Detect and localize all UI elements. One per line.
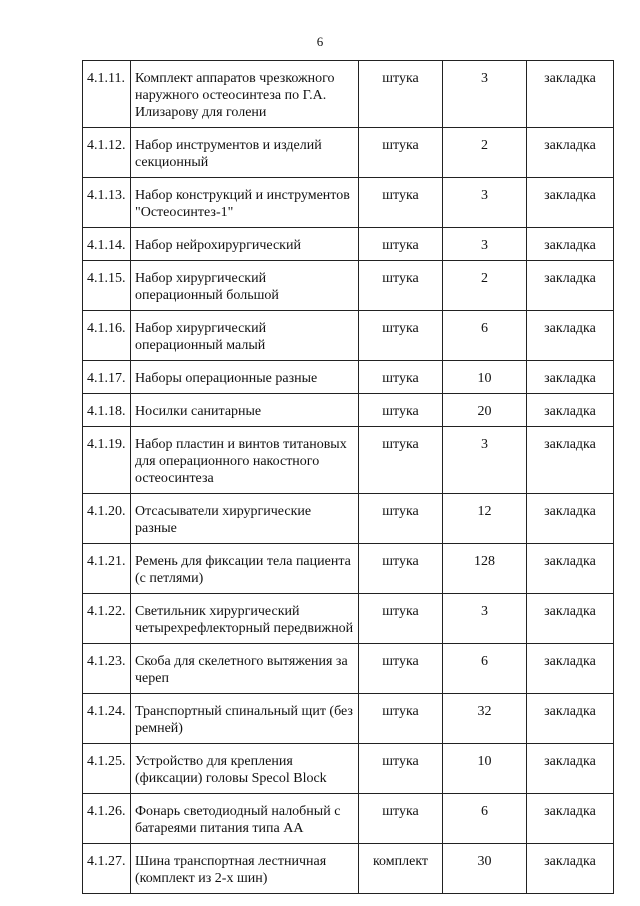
item-name: Набор нейрохирургический [131, 228, 359, 261]
item-name: Светильник хирургический четырехрефлекторный передвижной [131, 594, 359, 644]
item-quantity: 6 [443, 794, 527, 844]
item-source: закладка [527, 394, 614, 427]
item-source: закладка [527, 644, 614, 694]
item-name: Набор хирургический операционный малый [131, 311, 359, 361]
item-name: Транспортный спинальный щит (без ремней) [131, 694, 359, 744]
item-quantity: 20 [443, 394, 527, 427]
table-row [83, 694, 614, 744]
item-quantity: 6 [443, 311, 527, 361]
item-unit: штука [359, 644, 443, 694]
item-name: Скоба для скелетного вытяжения за череп [131, 644, 359, 694]
item-number: 4.1.27. [83, 844, 131, 894]
table-row [83, 61, 614, 128]
item-name: Устройство для крепления (фиксации) головы Specol Block [131, 744, 359, 794]
item-unit: штука [359, 178, 443, 228]
item-quantity: 2 [443, 261, 527, 311]
item-source: закладка [527, 744, 614, 794]
item-name: Шина транспортная лестничная (комплект из 2-х шин) [131, 844, 359, 894]
item-source: закладка [527, 128, 614, 178]
item-source: закладка [527, 544, 614, 594]
item-unit: штука [359, 544, 443, 594]
item-number: 4.1.18. [83, 394, 131, 427]
item-unit: штука [359, 744, 443, 794]
item-name: Носилки санитарные [131, 394, 359, 427]
item-unit: штука [359, 694, 443, 744]
item-number: 4.1.20. [83, 494, 131, 544]
item-source: закладка [527, 844, 614, 894]
item-name: Наборы операционные разные [131, 361, 359, 394]
item-unit: штука [359, 394, 443, 427]
item-name: Набор инструментов и изделий секционный [131, 128, 359, 178]
item-name: Отсасыватели хирургические разные [131, 494, 359, 544]
item-name: Ремень для фиксации тела пациента (с петлями) [131, 544, 359, 594]
page-number: 6 [316, 34, 324, 49]
item-quantity: 3 [443, 594, 527, 644]
item-number: 4.1.14. [83, 228, 131, 261]
item-unit: штука [359, 494, 443, 544]
item-name: Набор хирургический операционный большой [131, 261, 359, 311]
equipment-table [82, 60, 614, 894]
item-quantity: 10 [443, 744, 527, 794]
item-quantity: 2 [443, 128, 527, 178]
item-unit: штука [359, 594, 443, 644]
table-row [83, 844, 614, 894]
table-row [83, 427, 614, 494]
item-unit: штука [359, 361, 443, 394]
item-number: 4.1.17. [83, 361, 131, 394]
item-source: закладка [527, 427, 614, 494]
table-row [83, 311, 614, 361]
item-source: закладка [527, 61, 614, 128]
item-number: 4.1.23. [83, 644, 131, 694]
table-row [83, 594, 614, 644]
item-quantity: 32 [443, 694, 527, 744]
table-row [83, 128, 614, 178]
table-row [83, 494, 614, 544]
item-quantity: 30 [443, 844, 527, 894]
item-name: Фонарь светодиодный налобный с батареями питания типа АА [131, 794, 359, 844]
equipment-table-body [83, 61, 614, 894]
item-source: закладка [527, 178, 614, 228]
table-row [83, 228, 614, 261]
item-name: Комплект аппаратов чрезкожного наружного остеосинтеза по Г.А. Илизарову для голени [131, 61, 359, 128]
item-unit: штука [359, 794, 443, 844]
item-unit: штука [359, 128, 443, 178]
item-unit: штука [359, 228, 443, 261]
table-row [83, 744, 614, 794]
item-number: 4.1.15. [83, 261, 131, 311]
item-name: Набор пластин и винтов титановых для операционного накостного остеосинтеза [131, 427, 359, 494]
table-row [83, 794, 614, 844]
item-source: закладка [527, 694, 614, 744]
table-row [83, 178, 614, 228]
table-row [83, 394, 614, 427]
item-quantity: 3 [443, 228, 527, 261]
item-quantity: 6 [443, 644, 527, 694]
item-unit: штука [359, 311, 443, 361]
item-number: 4.1.13. [83, 178, 131, 228]
item-unit: штука [359, 427, 443, 494]
item-source: закладка [527, 494, 614, 544]
item-number: 4.1.19. [83, 427, 131, 494]
item-number: 4.1.12. [83, 128, 131, 178]
item-number: 4.1.24. [83, 694, 131, 744]
item-number: 4.1.26. [83, 794, 131, 844]
item-quantity: 3 [443, 178, 527, 228]
item-source: закладка [527, 361, 614, 394]
item-name: Набор конструкций и инструментов "Остеосинтез-1" [131, 178, 359, 228]
table-row [83, 261, 614, 311]
table-row [83, 644, 614, 694]
item-quantity: 10 [443, 361, 527, 394]
item-number: 4.1.21. [83, 544, 131, 594]
item-unit: штука [359, 261, 443, 311]
item-source: закладка [527, 261, 614, 311]
item-source: закладка [527, 594, 614, 644]
table-row [83, 544, 614, 594]
item-quantity: 12 [443, 494, 527, 544]
item-number: 4.1.11. [83, 61, 131, 128]
item-source: закладка [527, 311, 614, 361]
item-unit: комплект [359, 844, 443, 894]
item-quantity: 3 [443, 61, 527, 128]
item-source: закладка [527, 794, 614, 844]
item-number: 4.1.25. [83, 744, 131, 794]
table-row [83, 361, 614, 394]
item-quantity: 3 [443, 427, 527, 494]
item-source: закладка [527, 228, 614, 261]
item-quantity: 128 [443, 544, 527, 594]
item-unit: штука [359, 61, 443, 128]
item-number: 4.1.16. [83, 311, 131, 361]
item-number: 4.1.22. [83, 594, 131, 644]
